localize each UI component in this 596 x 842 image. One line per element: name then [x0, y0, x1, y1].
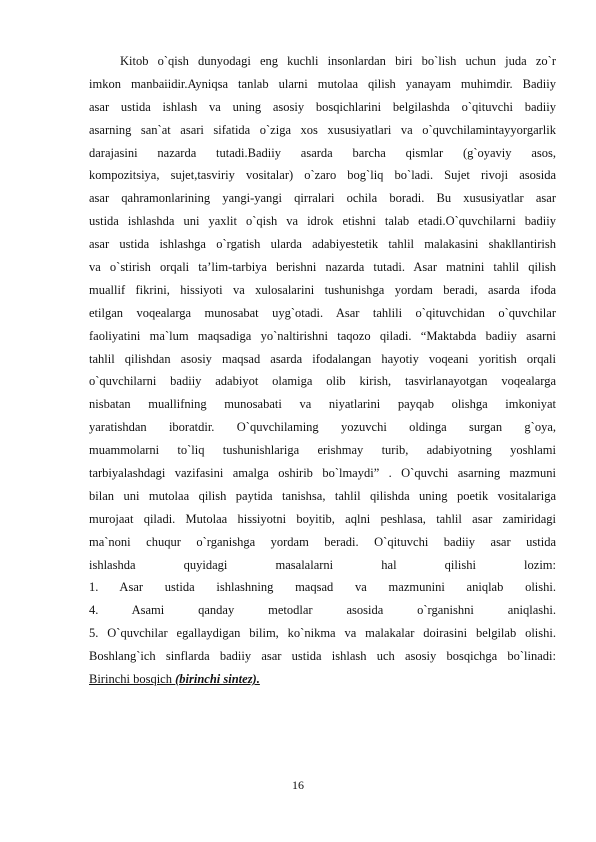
paragraph-line: imkon manbaiidir.Ayniqsa tanlab ularni mutolaa qilish yanayam muhimdir. Badiiy — [89, 76, 556, 91]
paragraph-line: Kitob o`qish dunyodagi eng kuchli insonlardan biri bo`lish uchun juda zo`r — [120, 54, 556, 68]
stage-label: Birinchi bosqich — [89, 672, 176, 687]
list-item-5: 5. O`quvchilar egallaydigan bilim, ko`nikma va malakalar doirasini belgilab olishi. — [89, 626, 556, 641]
paragraph-line: asar ustida ishlash va uning asosiy bosqichlarini belgilashda o`qituvchi badiiy — [89, 99, 556, 114]
paragraph-line: yaratishdan iboratdir. O`quvchilaming yozuvchi oldinga surgan g`oya, — [89, 420, 556, 435]
paragraph-line: asar qahramonlarining yangi-yangi qirralari ochila boradi. Bu xususiyatlar asar — [89, 191, 556, 206]
stage-emphasis: (birinchi sintez). — [175, 672, 260, 687]
paragraph-line: ishlashda quyidagi masalalarni hal qilishi lozim: — [89, 557, 556, 572]
paragraph-line: muammolarni to`liq tushunishlariga erishmay turib, adabiyotning yoshlami — [89, 443, 556, 458]
list-item-4: 4. Asami qanday metodlar asosida o`rganishni aniqlashi. — [89, 603, 556, 618]
paragraph-line: muallif fikrini, hissiyoti va xulosalarini tushunishga yordam beradi, asarda ifoda — [89, 282, 556, 297]
section-heading-line — [89, 668, 556, 691]
paragraph-line: bilan uni mutolaa qilish paytida tanishsa, tahlil qilishda uning poetik vositalariga — [89, 488, 556, 503]
paragraph-line: asar ustida ishlashga o`rgatish ularda adabiyestetik tahlil malakasini shakllantirish — [89, 237, 556, 252]
paragraph-line: va o`stirish orqali ta’lim-tarbiya berishni nazarda tutadi. Asar matnini tahlil qilish — [89, 260, 556, 275]
paragraph-line: o`quvchilarni badiiy adabiyot olamiga olib kirish, tasvirlanayotgan voqealarga — [89, 374, 556, 389]
paragraph-line: darajasini nazarda tutadi.Badiiy asarda barcha qismlar (g`oyaviy asos, — [89, 145, 556, 160]
paragraph-line: murojaat qiladi. Mutolaa hissiyotni boyitib, aqlni peshlasa, tahlil asar zamiridagi — [89, 511, 556, 526]
list-item-1: 1. Asar ustida ishlashning maqsad va mazmunini aniqlab olishi. — [89, 580, 556, 595]
body-text — [89, 50, 556, 691]
paragraph-line: kompozitsiya, sujet,tasviriy vositalar) o`zaro bog`liq bo`ladi. Sujet rivoji asosida — [89, 168, 556, 183]
paragraph-line: tahlil qilishdan asosiy maqsad asarda ifodalangan hayotiy voqeani yoritish orqali — [89, 351, 556, 366]
paragraph-line: nisbatan muallifning munosabati va niyatlarini payqab olishga imkoniyat — [89, 397, 556, 412]
paragraph-line: faoliyatini ma`lum maqsadiga yo`naltirishni taqozo qiladi. “Maktabda badiiy asarni — [89, 328, 556, 343]
paragraph-line: tarbiyalashdagi vazifasini amalga oshirib bo`lmaydi” . O`quvchi asarning mazmuni — [89, 466, 556, 481]
paragraph-line: ustida ishlashda uni yaxlit o`qish va idrok etishni talab etadi.O`quvchilarni badiiy — [89, 214, 556, 229]
paragraph-line: Boshlang`ich sinflarda badiiy asar ustida ishlash uch asosiy bosqichga bo`linadi: — [89, 649, 556, 664]
page-number: 16 — [292, 778, 304, 792]
paragraph-line: etilgan voqealarga munosabat uyg`otadi. Asar tahlili o`qituvchidan o`quvchilar — [89, 305, 556, 320]
paragraph-line: ma`noni chuqur o`rganishga yordam beradi. O`qituvchi badiiy asar ustida — [89, 534, 556, 549]
paragraph-line: asarning san`at asari sifatida o`ziga xos xususiyatlari va o`quvchilamintayyorgarlik — [89, 122, 556, 137]
